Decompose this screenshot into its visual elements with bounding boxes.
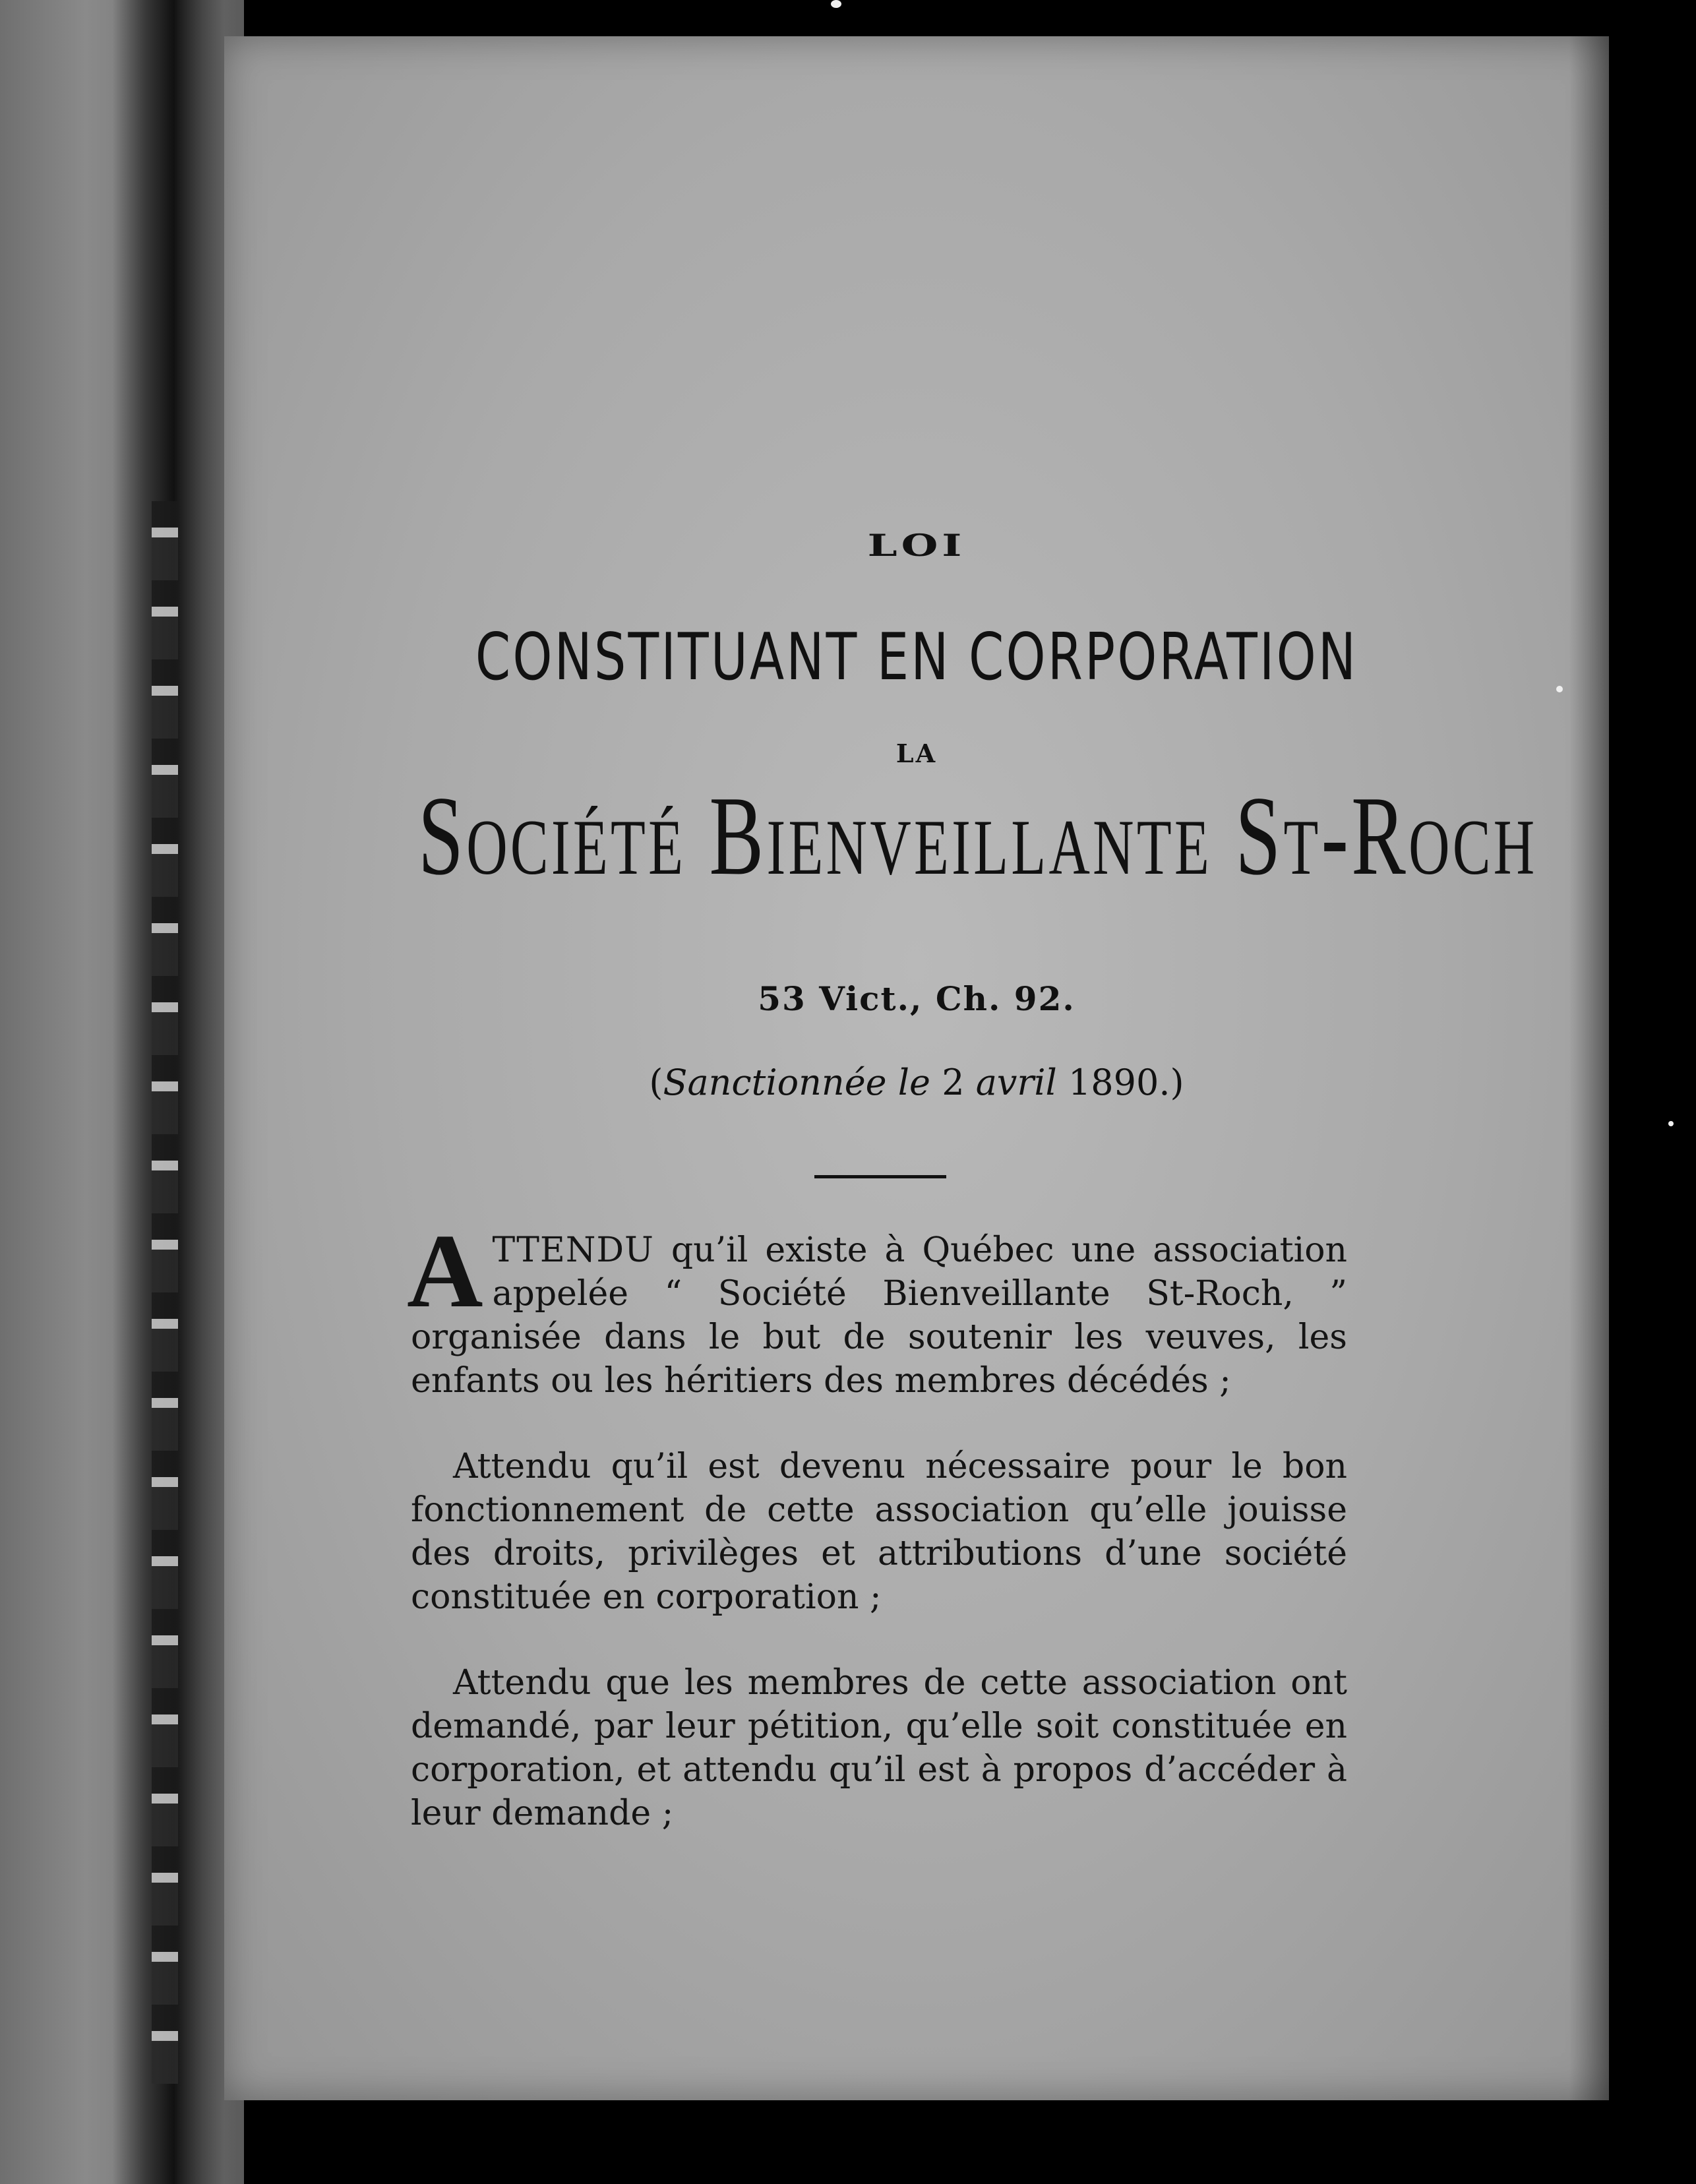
sanction-month: avril — [975, 1062, 1057, 1103]
sanction-date — [224, 1062, 1609, 1103]
scan-speck — [831, 0, 841, 8]
paragraph-text: Attendu que les membres de cette association ont demandé, par leur pétition, qu’elle soit constituée en corporation, et attendu qu’il est à propos d’accéder à leur demande ; — [411, 1663, 1347, 1833]
preamble-paragraph-1 — [407, 1212, 1347, 1403]
paragraph-text: qu’il existe à Québec une association appelée “ Société Bienveillante St-Roch, ” organisée dans le but de soutenir les veuves, les enfants ou les héritiers des membres décédés ; — [411, 1230, 1347, 1401]
preamble-text — [407, 1212, 1347, 1877]
society-name: Société Bienveillante St-Roch — [418, 774, 1538, 899]
paragraph-text: Attendu qu’il est devenu nécessaire pour le bon fonctionnement de cette association qu’elle jouisse des droits, privilèges et attributions d’une société constituée en corporation ; — [411, 1447, 1347, 1617]
scan-speck — [1556, 686, 1563, 692]
sanction-year: 1890.) — [1068, 1062, 1184, 1103]
paragraph-lead: TTENDU — [492, 1230, 654, 1270]
heading-loi: LOI — [867, 528, 966, 564]
act-reference: 53 Vict., Ch. 92. — [758, 979, 1075, 1018]
scan-speck — [1668, 1121, 1674, 1126]
subheading: CONSTITUANT EN CORPORATION — [475, 620, 1358, 695]
sanction-open-paren: ( — [649, 1062, 663, 1103]
torn-edge — [152, 501, 178, 2084]
separator-rule — [814, 1175, 946, 1178]
drop-cap: A — [407, 1212, 483, 1329]
article-la: LA — [895, 739, 938, 768]
sanction-day: 2 — [942, 1062, 965, 1103]
sanction-label: Sanctionnée le — [663, 1062, 931, 1103]
document-page — [224, 36, 1609, 2100]
preamble-paragraph-2 — [411, 1445, 1347, 1619]
preamble-paragraph-3 — [411, 1661, 1347, 1835]
